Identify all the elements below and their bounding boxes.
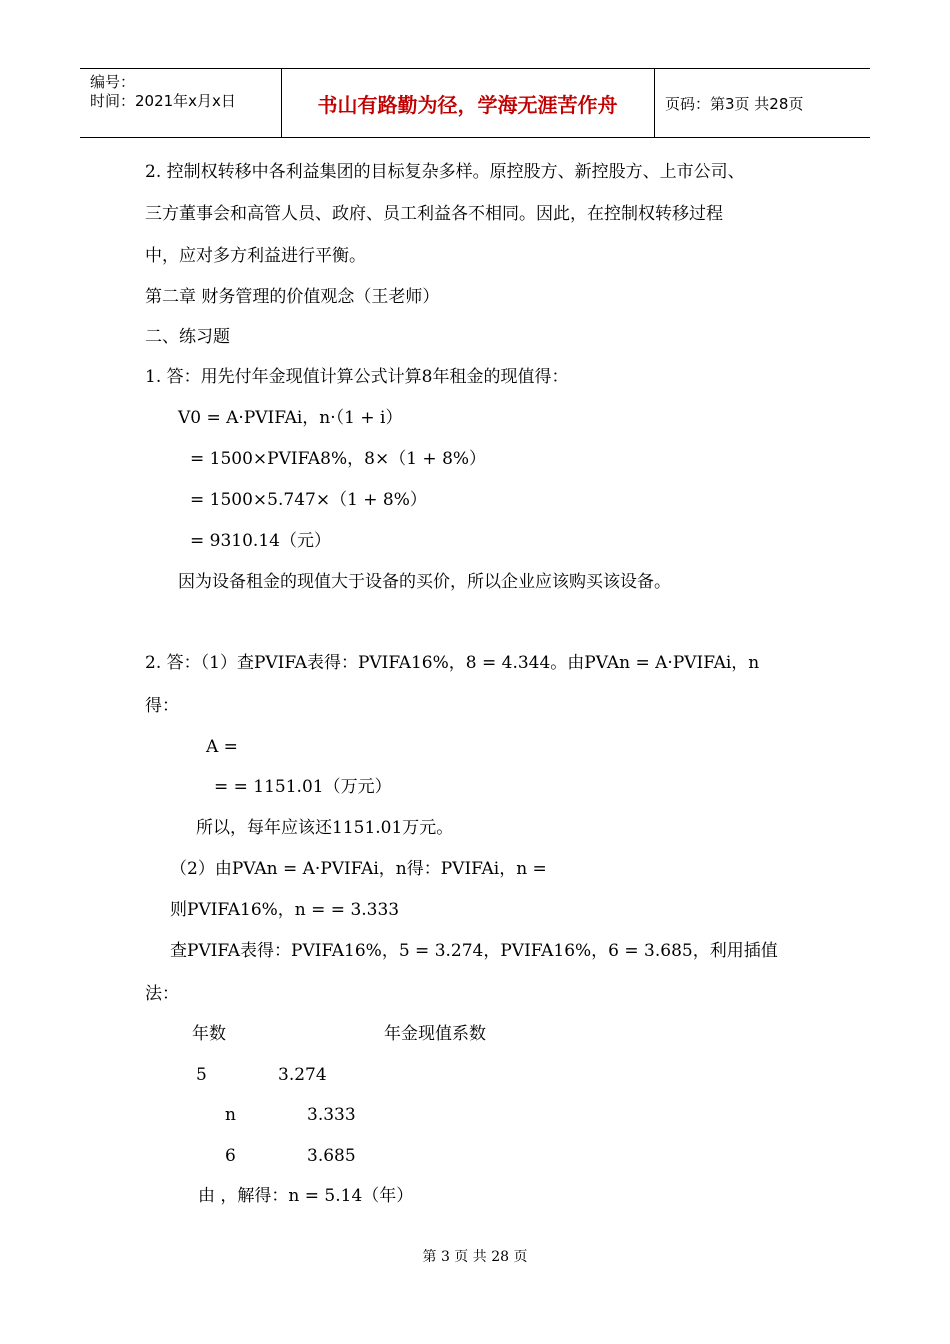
table-cell-factor: 3.685 — [307, 1146, 356, 1166]
formula-line: V0 = A·PVIFAi，n·（1 + i） — [178, 408, 403, 428]
paragraph-line: 法： — [145, 984, 179, 1004]
table-cell-year: 5 — [196, 1065, 207, 1085]
page-footer: 第 3 页 共 28 页 — [422, 1249, 528, 1265]
header-number-label: 编号： — [90, 73, 136, 91]
header-motto: 书山有路勤为径，学海无涯苦作舟 — [317, 92, 618, 117]
page-header — [80, 68, 870, 138]
result-line: 由 ，解得：n = 5.14（年） — [198, 1186, 414, 1206]
section-heading: 二、练习题 — [145, 327, 230, 347]
answer-line: 1. 答：用先付年金现值计算公式计算8年租金的现值得： — [145, 367, 569, 387]
paragraph-line: 查PVIFA表得：PVIFA16%，5 = 3.274，PVIFA16%，6 = 3.685，利用插值 — [170, 941, 778, 961]
paragraph-line: 得： — [145, 696, 179, 716]
formula-line: = 1500×5.747×（1 + 8%） — [190, 490, 427, 510]
table-header-factor: 年金现值系数 — [384, 1024, 486, 1044]
table-cell-factor: 3.274 — [278, 1065, 327, 1085]
answer-line: 2. 答：（1）查PVIFA表得：PVIFA16%，8 = 4.344。由PVAn = A·PVIFAi，n — [145, 653, 760, 673]
formula-line: = 1500×PVIFA8%，8×（1 + 8%） — [190, 449, 487, 469]
table-cell-year: 6 — [225, 1146, 236, 1166]
formula-line: A = — [206, 737, 238, 757]
paragraph-line: 2. 控制权转移中各利益集团的目标复杂多样。原控股方、新控股方、上市公司、 — [145, 162, 745, 182]
formula-line: = = 1151.01（万元） — [214, 777, 392, 797]
formula-line: （2）由PVAn = A·PVIFAi，n得：PVIFAi，n = — [170, 859, 547, 879]
chapter-heading: 第二章 财务管理的价值观念（王老师） — [145, 287, 440, 307]
header-time-label: 时间：2021年x月x日 — [90, 92, 236, 110]
header-page-info: 页码：第3页 共28页 — [665, 94, 804, 113]
table-cell-factor: 3.333 — [307, 1105, 356, 1125]
paragraph-line: 中，应对多方利益进行平衡。 — [145, 246, 366, 266]
paragraph-line: 所以，每年应该还1151.01万元。 — [196, 818, 454, 838]
formula-line: = 9310.14（元） — [190, 531, 331, 551]
formula-line: 则PVIFA16%，n = = 3.333 — [170, 900, 400, 920]
table-header-year: 年数 — [192, 1024, 226, 1044]
paragraph-line: 三方董事会和高管人员、政府、员工利益各不相同。因此，在控制权转移过程 — [145, 204, 723, 224]
table-cell-year: n — [225, 1105, 236, 1125]
header-meta — [90, 73, 236, 111]
header-divider — [654, 69, 655, 137]
paragraph-line: 因为设备租金的现值大于设备的买价，所以企业应该购买该设备。 — [178, 572, 671, 592]
